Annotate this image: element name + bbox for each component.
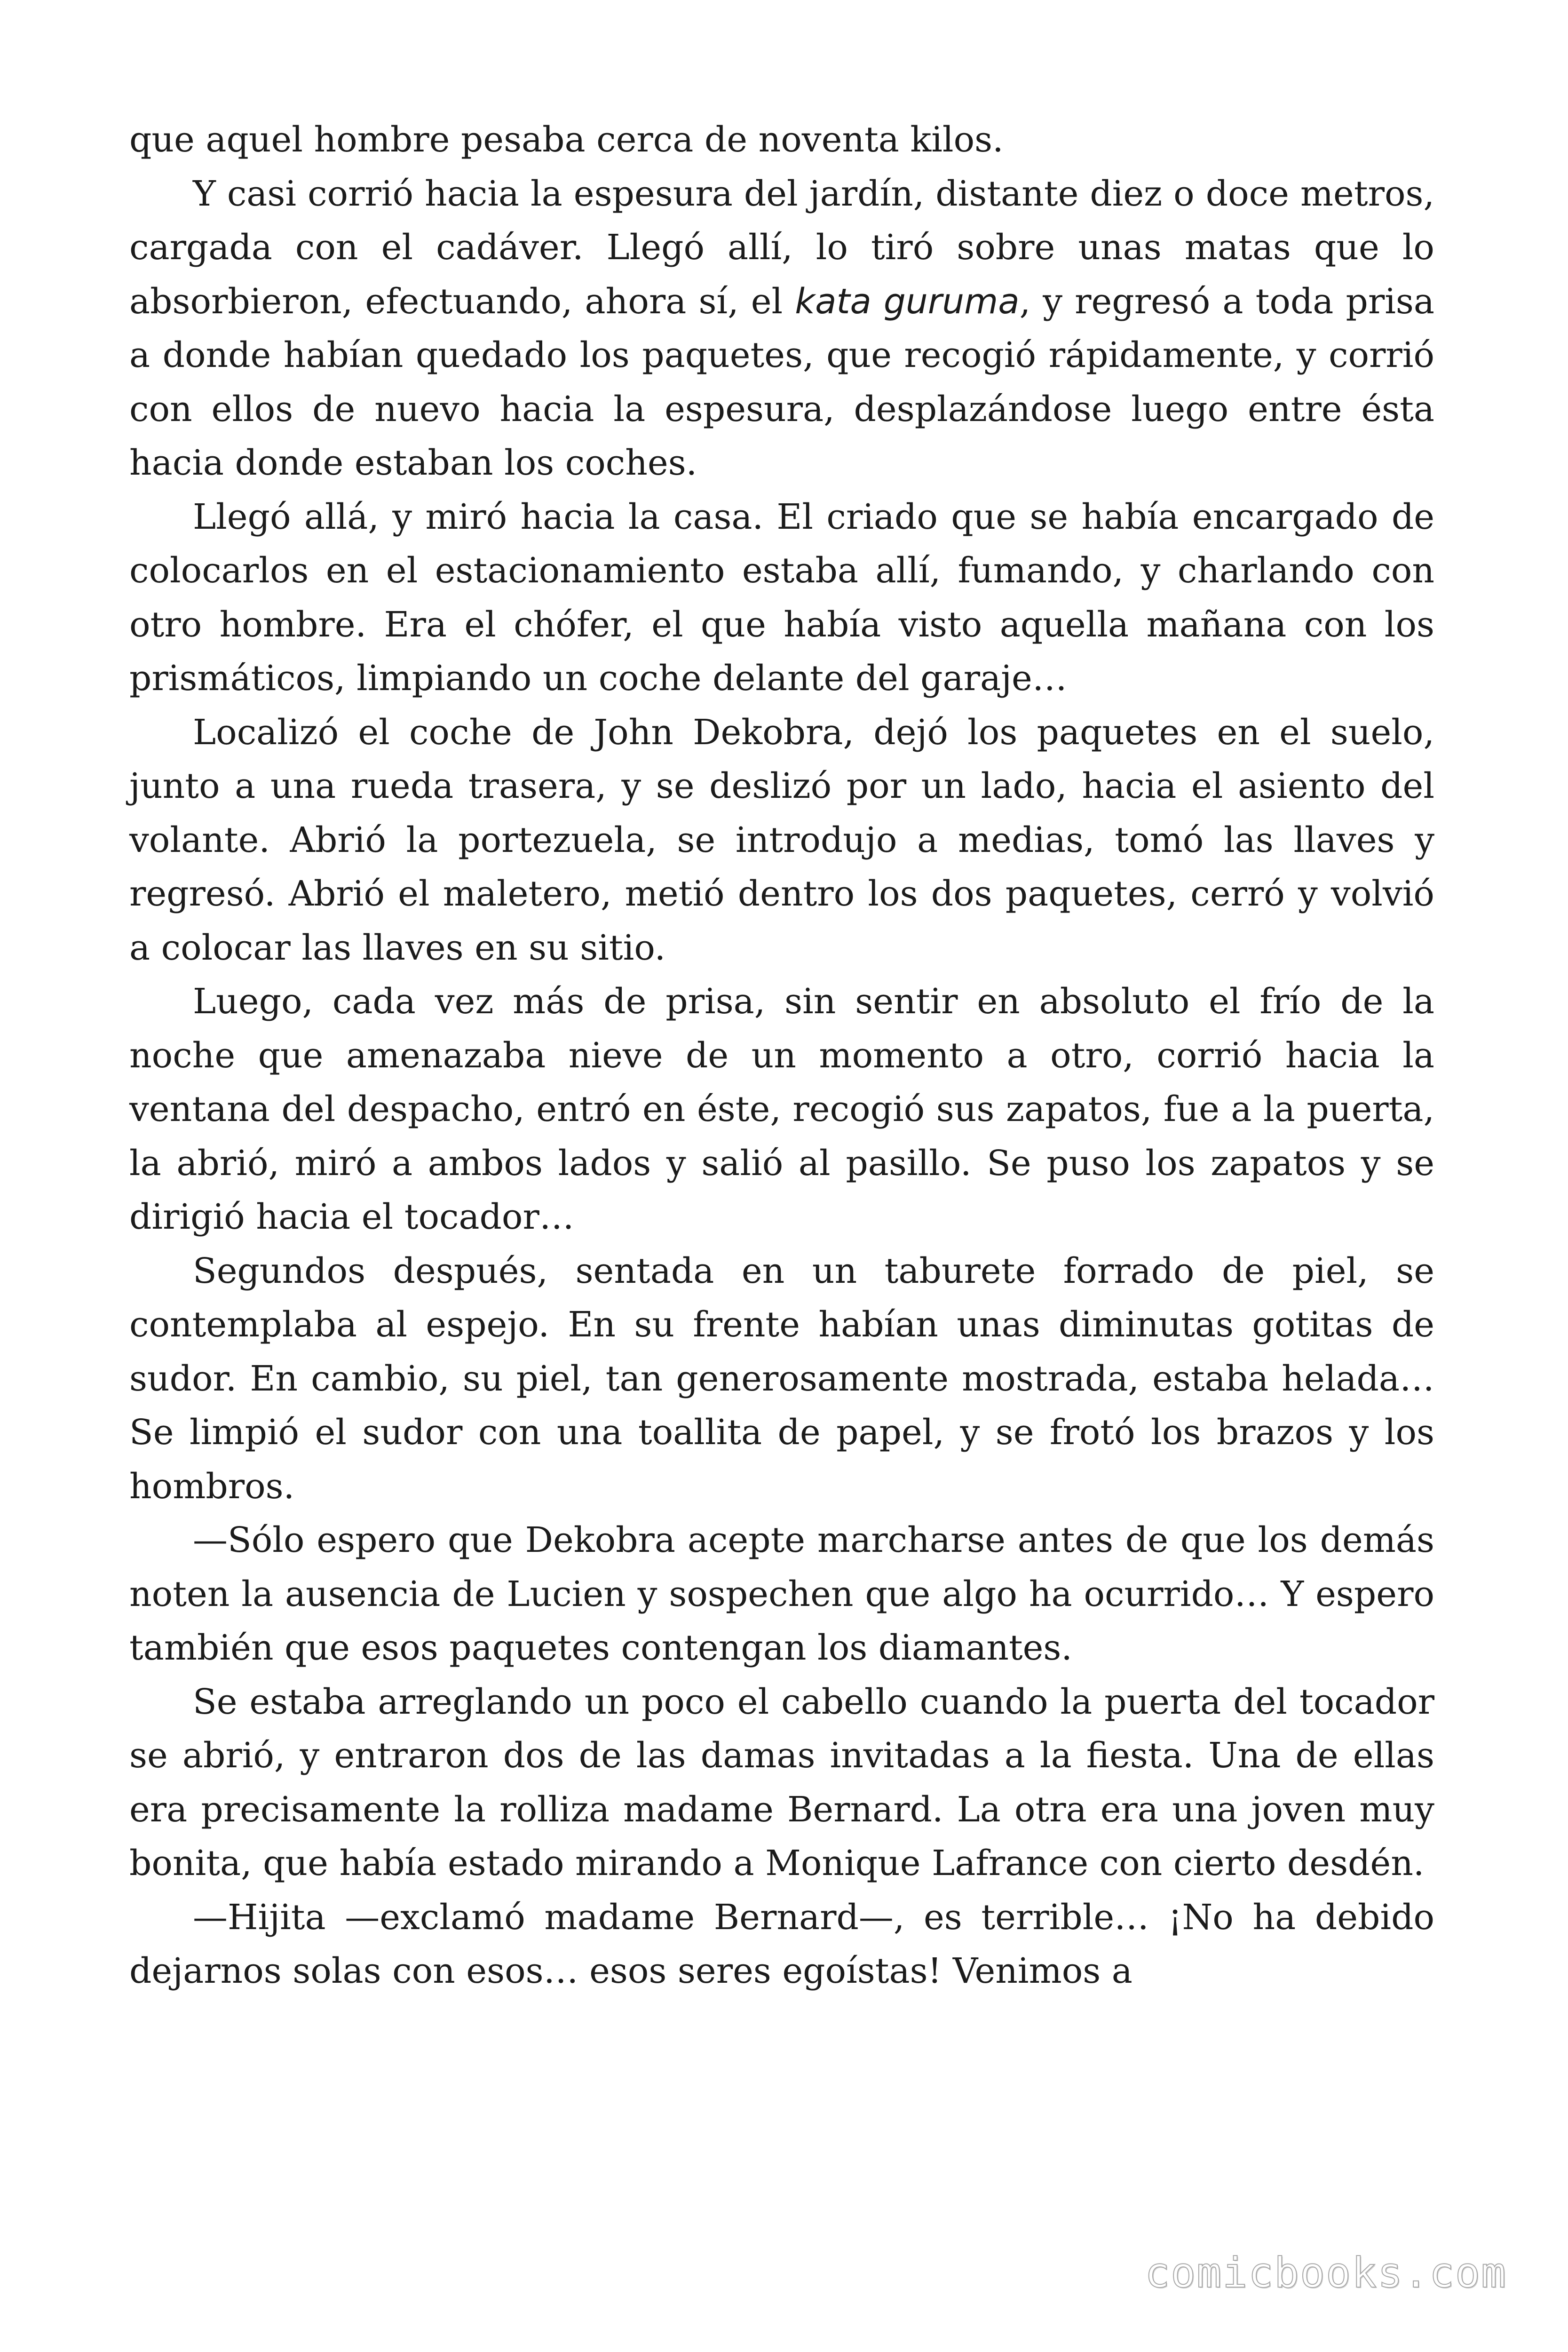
paragraph bbox=[129, 167, 1434, 490]
paragraph-text: Se estaba arreglando un poco el cabello cuando la puerta del tocador se abrió, y entraron dos de las damas invitadas a la fiesta. Una de ellas era precisamente la rolliza madame Bernard. La otra era una joven muy bonita, que había estado mirando a Monique Lafrance con cierto desdén. bbox=[129, 1681, 1434, 1883]
watermark: comicbooks.com bbox=[1145, 2249, 1507, 2297]
emphasized-term: kata guruma bbox=[795, 281, 1020, 322]
paragraph-text: Llegó allá, y miró hacia la casa. El criado que se había encargado de colocarlos en el estacionamiento estaba allí, fumando, y charlando con otro hombre. Era el chófer, el que había visto aquella mañana con los prismáticos, limpiando un coche delante del garaje… bbox=[129, 496, 1434, 699]
paragraph bbox=[129, 1891, 1434, 1998]
paragraph-text: Luego, cada vez más de prisa, sin sentir en absoluto el frío de la noche que amenazaba nieve de un momento a otro, corrió hacia la ventana del despacho, entró en éste, recogió sus zapatos, fue a la puerta, la abrió, miró a ambos lados y salió al pasillo. Se puso los zapatos y se dirigió hacia el tocador… bbox=[129, 981, 1434, 1237]
paragraph bbox=[129, 706, 1434, 975]
paragraph-text: —Hijita —exclamó madame Bernard—, es terrible… ¡No ha debido dejarnos solas con esos… esos seres egoístas! Venimos a bbox=[129, 1897, 1434, 1991]
paragraph bbox=[129, 1513, 1434, 1675]
paragraph-text: —Sólo espero que Dekobra acepte marcharse antes de que los demás noten la ausencia de Lucien y sospechen que algo ha ocurrido… Y espero también que esos paquetes contengan los diamantes. bbox=[129, 1520, 1434, 1668]
paragraph bbox=[129, 1675, 1434, 1891]
paragraph bbox=[129, 975, 1434, 1244]
paragraph bbox=[129, 1244, 1434, 1514]
paragraph-text: Localizó el coche de John Dekobra, dejó los paquetes en el suelo, junto a una rueda trasera, y se deslizó por un lado, hacia el asiento del volante. Abrió la portezuela, se introdujo a medias, tomó las llaves y regresó. Abrió el maletero, metió dentro los dos paquetes, cerró y volvió a colocar las llaves en su sitio. bbox=[129, 712, 1434, 968]
paragraph bbox=[129, 490, 1434, 706]
paragraph-text: que aquel hombre pesaba cerca de noventa kilos. bbox=[129, 119, 1004, 160]
book-page-text bbox=[129, 113, 1434, 1998]
paragraph-text: Y casi corrió hacia la espesura del jardín, distante diez o doce metros, cargada con el cadáver. Llegó allí, lo tiró sobre unas matas que lo absorbieron, efectuando, ahora sí, el bbox=[129, 173, 1434, 322]
paragraph-text: Segundos después, sentada en un taburete forrado de piel, se contemplaba al espejo. En su frente habían unas diminutas gotitas de sudor. En cambio, su piel, tan generosamente mostrada, estaba helada… Se limpió el sudor con una toallita de papel, y se frotó los brazos y los hombros. bbox=[129, 1250, 1434, 1507]
paragraph-text: , y regresó a toda prisa a donde habían quedado los paquetes, que recogió rápidamente, y corrió con ellos de nuevo hacia la espesura, desplazándose luego entre ésta hacia donde estaban los coches. bbox=[129, 281, 1434, 483]
paragraph bbox=[129, 113, 1434, 167]
